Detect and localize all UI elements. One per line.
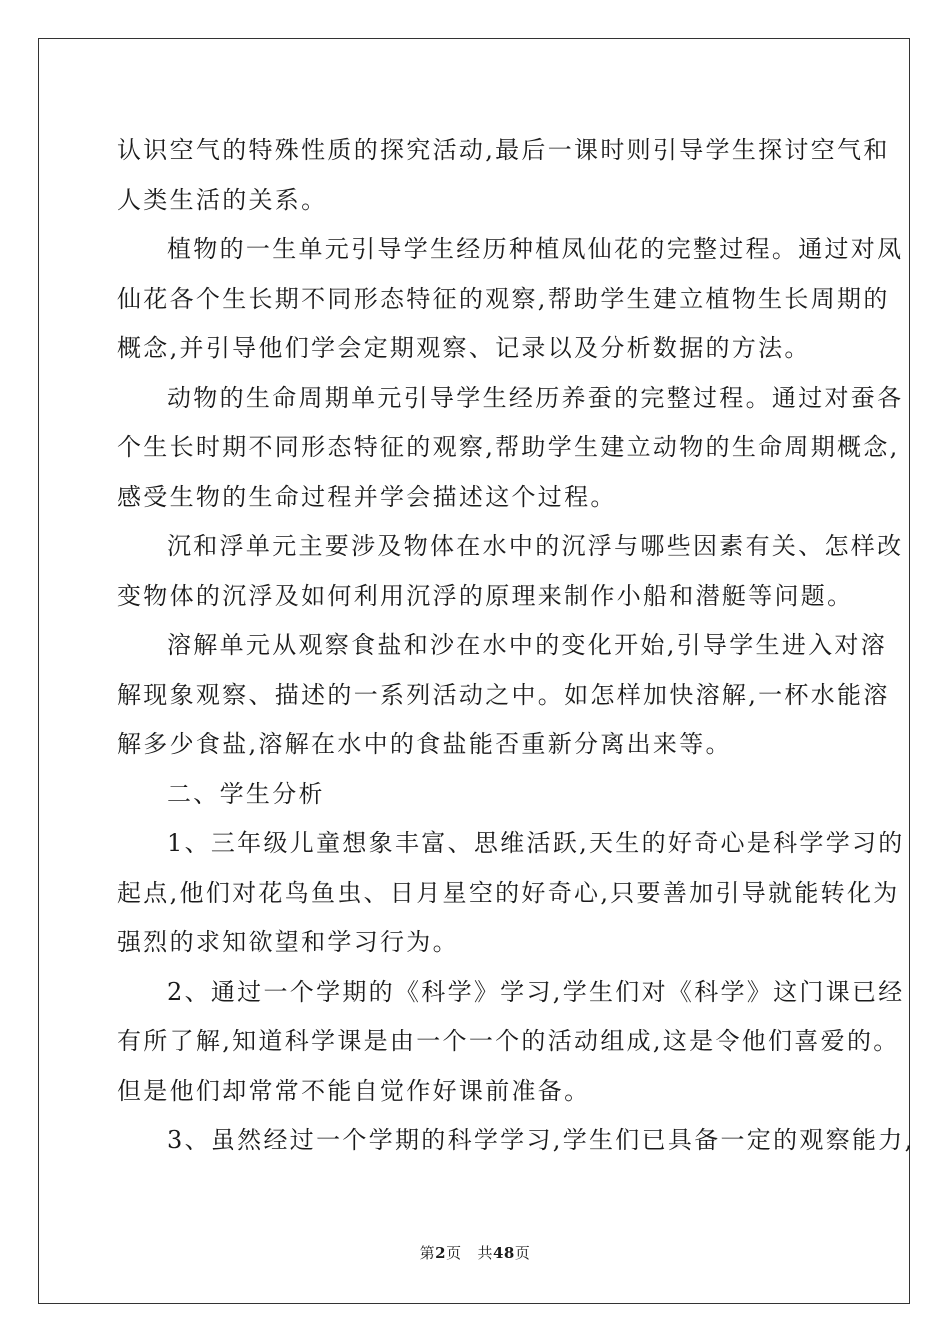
page-prefix: 第 (419, 1244, 436, 1262)
paragraph-start: 沉和浮单元主要涉及物体在水中的沉浮与哪些因素有关、怎样改 (167, 532, 904, 560)
text-line: 变物体的沉浮及如何利用沉浮的原理来制作小船和潜艇等问题。 (117, 581, 854, 610)
text-line: 仙花各个生长期不同形态特征的观察,帮助学生建立植物生长周期的 (117, 284, 890, 313)
page-footer (0, 1242, 950, 1263)
paragraph-start: 2、通过一个学期的《科学》学习,学生们对《科学》这门课已经 (167, 977, 905, 1006)
text-line: 解多少食盐,溶解在水中的食盐能否重新分离出来等。 (117, 730, 732, 758)
document-body (117, 126, 915, 1166)
paragraph-start: 3、虽然经过一个学期的科学学习,学生们已具备一定的观察能力, (167, 1126, 915, 1154)
page-suffix: 页 (446, 1244, 462, 1262)
paragraph-start: 1、三年级儿童想象丰富、思维活跃,天生的好奇心是科学学习的 (167, 829, 905, 857)
text-line: 但是他们却常常不能自觉作好课前准备。 (117, 1076, 591, 1105)
text-line: 强烈的求知欲望和学习行为。 (117, 928, 459, 956)
text-line: 感受生物的生命过程并学会描述这个过程。 (117, 482, 617, 511)
paragraph-start: 植物的一生单元引导学生经历种植凤仙花的完整过程。通过对凤 (167, 235, 904, 263)
text-line: 解现象观察、描述的一系列活动之中。如怎样加快溶解,一杯水能溶 (117, 680, 890, 709)
section-heading: 二、学生分析 (167, 779, 325, 808)
text-line: 个生长时期不同形态特征的观察,帮助学生建立动物的生命周期概念, (117, 433, 900, 461)
paragraph-start: 动物的生命周期单元引导学生经历养蚕的完整过程。通过对蚕各 (167, 383, 904, 412)
text-line: 认识空气的特殊性质的探究活动,最后一课时则引导学生探讨空气和 (117, 136, 890, 164)
text-line: 起点,他们对花鸟鱼虫、日月星空的好奇心,只要善加引导就能转化为 (117, 878, 900, 907)
text-line: 概念,并引导他们学会定期观察、记录以及分析数据的方法。 (117, 334, 811, 362)
text-line: 有所了解,知道科学课是由一个一个的活动组成,这是令他们喜爱的。 (117, 1027, 900, 1055)
page-number: 2 (435, 1244, 447, 1262)
text-line: 人类生活的关系。 (117, 185, 328, 214)
total-suffix: 页 (514, 1244, 531, 1262)
total-pages: 48 (492, 1244, 515, 1262)
paragraph-start: 溶解单元从观察食盐和沙在水中的变化开始,引导学生进入对溶 (167, 631, 888, 659)
total-prefix: 共 (477, 1244, 493, 1262)
